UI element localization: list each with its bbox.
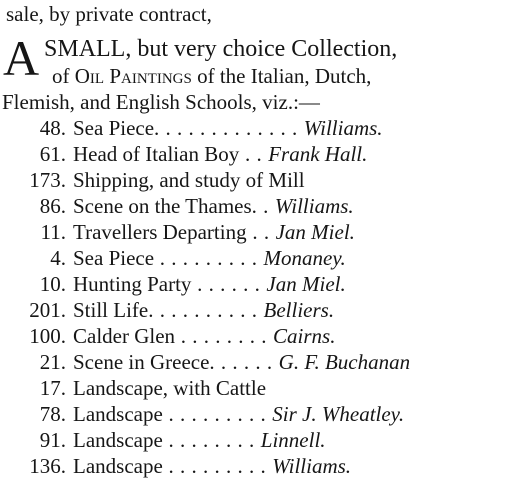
painting-title: Head of Italian Boy	[73, 142, 240, 166]
leader-dots: . .	[251, 194, 269, 218]
intro-line-sale: sale, by private contract,	[6, 2, 212, 26]
leader-dots: . . . . . . . . .	[162, 402, 267, 426]
intro-line-oil-pre: of	[52, 64, 75, 88]
lot-number: 100.	[29, 324, 66, 348]
artist-name: Sir J. Wheatley.	[272, 402, 405, 426]
lot-number: 91.	[39, 428, 66, 452]
list-item	[0, 402, 404, 426]
artist-name: Cairns.	[273, 324, 336, 348]
painting-title: Shipping, and study of Mill	[73, 168, 305, 192]
lot-number: 86.	[39, 194, 66, 218]
list-item	[0, 220, 355, 244]
painting-title: Sea Piece	[73, 116, 155, 140]
lot-number: 78.	[39, 402, 66, 426]
oil-paintings-smallcaps: Oil Paintings	[74, 64, 192, 88]
lot-number: 11.	[40, 220, 66, 244]
intro-line-collection: SMALL, but very choice Collection,	[44, 36, 398, 62]
leader-dots: . .	[246, 220, 270, 244]
leader-dots: . . . . . . . . . . . . .	[154, 116, 298, 140]
intro-line-schools: Flemish, and English Schools, viz.:—	[2, 90, 320, 114]
lot-number: 201.	[29, 298, 66, 322]
leader-dots: . . . . . . . . . .	[148, 298, 258, 322]
list-item	[0, 454, 351, 478]
painting-title: Calder Glen	[73, 324, 176, 348]
leader-dots: . . . . . . . . .	[154, 246, 258, 270]
painting-title: Scene on the Thames	[73, 194, 252, 218]
drop-cap: A	[3, 30, 40, 86]
painting-title: Landscape	[73, 402, 163, 426]
leader-dots: . . . . . . . .	[162, 428, 255, 452]
list-item	[0, 194, 354, 218]
painting-title: Landscape	[73, 454, 163, 478]
leader-dots: . . . . . .	[209, 350, 273, 374]
leader-dots: . . . . . . . .	[175, 324, 268, 348]
leader-dots: . . . . . .	[191, 272, 261, 296]
artist-name: Belliers.	[263, 298, 335, 322]
artist-name: Frank Hall.	[268, 142, 368, 166]
painting-title: Hunting Party	[73, 272, 192, 296]
painting-title: Travellers Departing	[73, 220, 247, 244]
intro-line-oil-paintings	[52, 64, 371, 88]
leader-dots: . . . . . . . . .	[162, 454, 267, 478]
artist-name: Linnell.	[260, 428, 326, 452]
list-item	[0, 142, 367, 166]
artist-name: Jan Miel.	[275, 220, 355, 244]
painting-title: Landscape	[73, 428, 163, 452]
artist-name: Williams.	[303, 116, 383, 140]
lot-number: 48.	[39, 116, 66, 140]
list-item	[0, 246, 346, 270]
list-item	[0, 376, 272, 400]
list-item	[0, 168, 311, 192]
lot-number: 21.	[39, 350, 66, 374]
painting-title: Sea Piece	[73, 246, 155, 270]
artist-name: Jan Miel.	[266, 272, 346, 296]
list-item	[0, 350, 410, 374]
lot-number: 173.	[29, 168, 66, 192]
lot-number: 4.	[50, 246, 66, 270]
list-item	[0, 298, 334, 322]
list-item	[0, 428, 326, 452]
lot-number: 136.	[29, 454, 66, 478]
artist-name: G. F. Buchanan	[278, 350, 411, 374]
lot-number: 61.	[39, 142, 66, 166]
lot-number: 17.	[39, 376, 66, 400]
list-item	[0, 116, 383, 140]
lot-number: 10.	[39, 272, 66, 296]
intro-line-oil-post: of the Italian, Dutch,	[191, 64, 372, 88]
artist-name: Monaney.	[263, 246, 346, 270]
list-item	[0, 272, 346, 296]
painting-title: Still Life	[73, 298, 149, 322]
painting-title: Scene in Greece	[73, 350, 210, 374]
leader-dots: . .	[239, 142, 263, 166]
painting-title: Landscape, with Cattle	[73, 376, 267, 400]
artist-name: Williams.	[274, 194, 354, 218]
list-item	[0, 324, 335, 348]
artist-name: Williams.	[272, 454, 352, 478]
